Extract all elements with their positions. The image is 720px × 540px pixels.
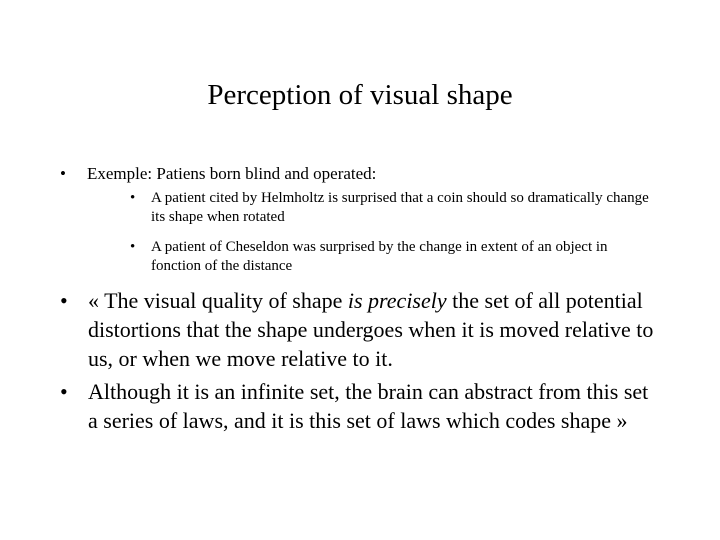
quote-text-end: the set of all potential distortions that the shape undergoes when it is moved relative to us, or when we move relative to it. bbox=[88, 288, 654, 371]
sub-bullet-item-cheseldon bbox=[130, 238, 650, 276]
bullet-marker: • bbox=[60, 379, 68, 404]
bullet-marker: • bbox=[130, 190, 136, 206]
bullet-marker: • bbox=[60, 288, 68, 313]
bullet-text: Although it is an infinite set, the brain can abstract from this set a series of laws, and it is this set of laws which codes shape » bbox=[88, 379, 649, 433]
bullet-text: Exemple: Patiens born blind and operated: bbox=[87, 164, 377, 183]
bullet-item-visual-quality bbox=[60, 286, 660, 373]
bullet-marker: • bbox=[60, 164, 66, 183]
bullet-text-quote bbox=[88, 286, 660, 373]
bullet-marker: • bbox=[130, 239, 136, 255]
bullet-item-exemple bbox=[60, 164, 680, 184]
slide-title: Perception of visual shape bbox=[207, 79, 513, 111]
sub-bullet-item-helmholtz bbox=[130, 189, 650, 227]
sub-bullet-text: A patient cited by Helmholtz is surprised that a coin should so dramatically change its shape when rotated bbox=[151, 190, 649, 225]
quote-text-start: « The visual quality of shape bbox=[88, 288, 348, 313]
sub-bullet-text: A patient of Cheseldon was surprised by the change in extent of an object in fonction of the distance bbox=[151, 239, 608, 274]
quote-emphasis: is precisely bbox=[347, 288, 447, 313]
bullet-item-infinite-set bbox=[60, 377, 660, 435]
